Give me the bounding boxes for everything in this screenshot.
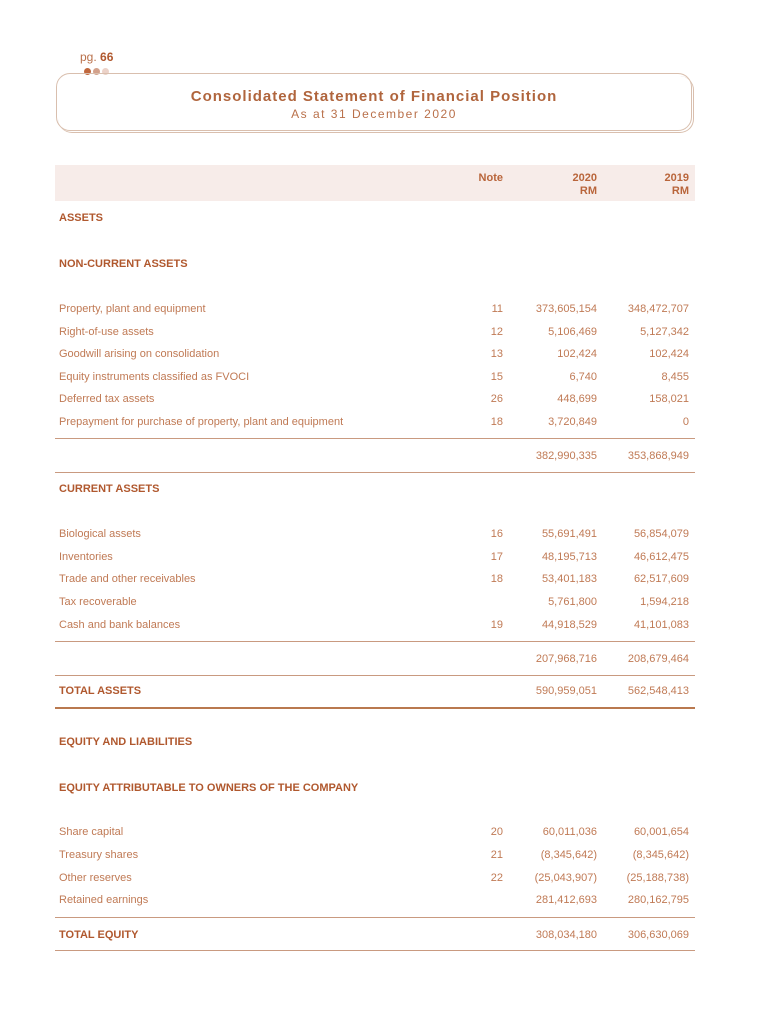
- page-prefix: pg.: [80, 50, 97, 64]
- row-value-2019: 46,612,475: [633, 551, 689, 563]
- row-value-2020: 373,605,154: [535, 303, 597, 315]
- section-heading: TOTAL ASSETS: [59, 685, 142, 697]
- total-value-2019: 208,679,464: [627, 653, 689, 665]
- row-value-2019: 0: [682, 416, 689, 428]
- row-value-2020: 3,720,849: [548, 416, 597, 428]
- row-label: Deferred tax assets: [59, 393, 155, 405]
- row-value-2019: 1,594,218: [640, 596, 689, 608]
- row-label: Tax recoverable: [59, 596, 137, 608]
- row-value-2020: 53,401,183: [541, 573, 597, 585]
- column-unit: RM: [579, 185, 597, 197]
- section-heading: EQUITY ATTRIBUTABLE TO OWNERS OF THE COMPANY: [59, 782, 359, 794]
- section-heading: CURRENT ASSETS: [59, 483, 160, 495]
- row-label: Trade and other receivables: [59, 573, 196, 585]
- row-note: 12: [490, 326, 503, 338]
- total-value-2019: 353,868,949: [627, 450, 689, 462]
- row-value-2019: 62,517,609: [633, 573, 689, 585]
- divider: [55, 950, 695, 951]
- row-value-2019: 60,001,654: [633, 826, 689, 838]
- row-note: 11: [491, 303, 503, 315]
- row-label: Treasury shares: [59, 849, 139, 861]
- row-value-2020: 48,195,713: [541, 551, 597, 563]
- divider: [55, 438, 695, 439]
- row-label: Retained earnings: [59, 894, 149, 906]
- row-note: 18: [490, 573, 503, 585]
- divider: [55, 707, 695, 709]
- row-label: Goodwill arising on consolidation: [59, 348, 220, 360]
- row-note: 26: [490, 393, 503, 405]
- row-value-2020: 44,918,529: [541, 619, 597, 631]
- column-2020: [500, 172, 597, 198]
- column-year: 2019: [664, 172, 689, 184]
- row-value-2019: 280,162,795: [627, 894, 689, 906]
- page-title: Consolidated Statement of Financial Position: [190, 88, 558, 105]
- row-value-2020: (25,043,907): [534, 872, 597, 884]
- row-value-2020: 6,740: [569, 371, 597, 383]
- row-note: 17: [490, 551, 503, 563]
- row-value-2020: 5,106,469: [548, 326, 597, 338]
- row-label: Inventories: [59, 551, 113, 563]
- row-note: 22: [490, 872, 503, 884]
- table-header: [55, 165, 695, 201]
- row-value-2019: 56,854,079: [633, 528, 689, 540]
- page-number-value: 66: [100, 50, 114, 64]
- row-note: 20: [490, 826, 503, 838]
- row-label: Equity instruments classified as FVOCI: [59, 371, 250, 383]
- row-note: 15: [490, 371, 503, 383]
- section-heading: NON-CURRENT ASSETS: [59, 258, 188, 270]
- row-label: Share capital: [59, 826, 124, 838]
- row-note: 13: [490, 348, 503, 360]
- row-value-2020: (8,345,642): [540, 849, 597, 861]
- column-2019: [600, 172, 689, 198]
- row-note: 19: [490, 619, 503, 631]
- row-label: Right-of-use assets: [59, 326, 154, 338]
- row-value-2020: 5,761,800: [548, 596, 597, 608]
- row-value-2019: (8,345,642): [632, 849, 689, 861]
- total-value-2020: 382,990,335: [535, 450, 597, 462]
- row-value-2020: 281,412,693: [535, 894, 597, 906]
- total-value-2019: 306,630,069: [627, 929, 689, 941]
- row-value-2019: (25,188,738): [626, 872, 689, 884]
- section-heading: EQUITY AND LIABILITIES: [59, 736, 193, 748]
- divider: [55, 917, 695, 918]
- row-value-2019: 41,101,083: [633, 619, 689, 631]
- row-value-2020: 102,424: [557, 348, 597, 360]
- row-value-2020: 60,011,036: [542, 826, 597, 838]
- divider: [55, 641, 695, 642]
- total-value-2020: 207,968,716: [535, 653, 597, 665]
- divider: [55, 472, 695, 473]
- divider: [55, 675, 695, 676]
- row-value-2019: 158,021: [649, 393, 689, 405]
- row-value-2019: 348,472,707: [627, 303, 689, 315]
- section-heading: ASSETS: [59, 212, 104, 224]
- row-value-2020: 55,691,491: [541, 528, 597, 540]
- row-note: 21: [490, 849, 503, 861]
- row-note: 16: [490, 528, 503, 540]
- section-heading: TOTAL EQUITY: [59, 929, 139, 941]
- row-label: Cash and bank balances: [59, 619, 181, 631]
- row-label: Prepayment for purchase of property, plant and equipment: [59, 416, 344, 428]
- total-value-2020: 590,959,051: [535, 685, 597, 697]
- row-label: Biological assets: [59, 528, 141, 540]
- page-subtitle: As at 31 December 2020: [291, 107, 457, 121]
- row-label: Other reserves: [59, 872, 132, 884]
- row-value-2019: 8,455: [661, 371, 689, 383]
- row-value-2019: 102,424: [649, 348, 689, 360]
- column-note: Note: [478, 172, 503, 184]
- row-value-2020: 448,699: [557, 393, 597, 405]
- row-value-2019: 5,127,342: [640, 326, 689, 338]
- row-note: 18: [490, 416, 503, 428]
- row-label: Property, plant and equipment: [59, 303, 206, 315]
- total-value-2019: 562,548,413: [627, 685, 689, 697]
- total-value-2020: 308,034,180: [535, 929, 597, 941]
- page-number: [80, 50, 113, 64]
- column-unit: RM: [671, 185, 689, 197]
- column-year: 2020: [572, 172, 597, 184]
